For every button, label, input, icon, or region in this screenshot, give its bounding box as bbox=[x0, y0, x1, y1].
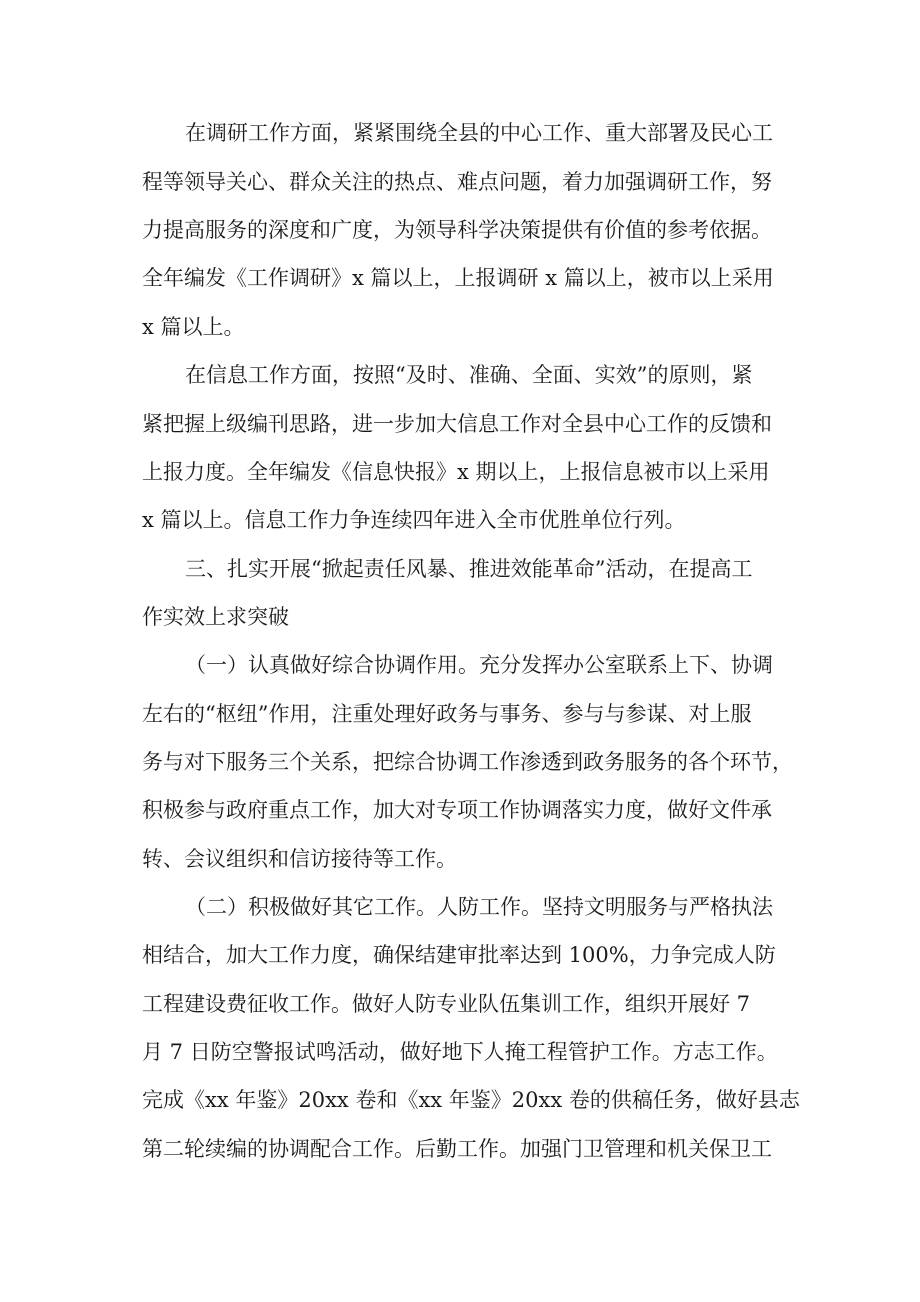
text-line: 完成《xx 年鉴》20xx 卷和《xx 年鉴》20xx 卷的供稿任务，做好县志 bbox=[142, 1088, 800, 1112]
text-line: 积极参与政府重点工作，加大对专项工作协调落实力度，做好文件承 bbox=[142, 798, 772, 822]
text-line: （一）认真做好综合协调作用。充分发挥办公室联系上下、协调 bbox=[185, 653, 773, 677]
text-line: 紧把握上级编刊思路，进一步加大信息工作对全县中心工作的反馈和 bbox=[142, 412, 772, 436]
text-line: x 篇以上。 bbox=[142, 315, 245, 339]
text-line: 在信息工作方面，按照“及时、准确、全面、实效”的原则，紧 bbox=[185, 363, 753, 387]
text-line: 工程建设费征收工作。做好人防专业队伍集训工作，组织开展好 7 bbox=[142, 992, 751, 1016]
text-line: （二）积极做好其它工作。人防工作。坚持文明服务与严格执法 bbox=[185, 895, 773, 919]
text-line: 在调研工作方面，紧紧围绕全县的中心工作、重大部署及民心工 bbox=[185, 121, 773, 145]
section-heading-line: 三、扎实开展“掀起责任风暴、推进效能革命”活动，在提高工 bbox=[185, 557, 753, 581]
text-line: 上报力度。全年编发《信息快报》x 期以上，上报信息被市以上采用 bbox=[142, 460, 770, 484]
text-line: 左右的“枢纽”作用，注重处理好政务与事务、参与与参谋、对上服 bbox=[142, 702, 752, 726]
text-line: 力提高服务的深度和广度，为领导科学决策提供有价值的参考依据。 bbox=[142, 218, 772, 242]
text-line: 转、会议组织和信访接待等工作。 bbox=[142, 847, 457, 871]
section-heading-line: 作实效上求突破 bbox=[142, 605, 289, 629]
text-line: 相结合，加大工作力度，确保结建审批率达到 100%，力争完成人防 bbox=[142, 943, 776, 967]
text-line: 务与对下服务三个关系，把综合协调工作渗透到政务服务的各个环节， bbox=[142, 750, 793, 774]
text-line: 月 7 日防空警报试鸣活动，做好地下人掩工程管护工作。方志工作。 bbox=[142, 1040, 778, 1064]
text-line: 全年编发《工作调研》x 篇以上，上报调研 x 篇以上，被市以上采用 bbox=[142, 266, 774, 290]
text-line: 第二轮续编的协调配合工作。后勤工作。加强门卫管理和机关保卫工 bbox=[142, 1137, 772, 1161]
text-line: x 篇以上。信息工作力争连续四年进入全市优胜单位行列。 bbox=[142, 508, 686, 532]
text-line: 程等领导关心、群众关注的热点、难点问题，着力加强调研工作，努 bbox=[142, 170, 772, 194]
